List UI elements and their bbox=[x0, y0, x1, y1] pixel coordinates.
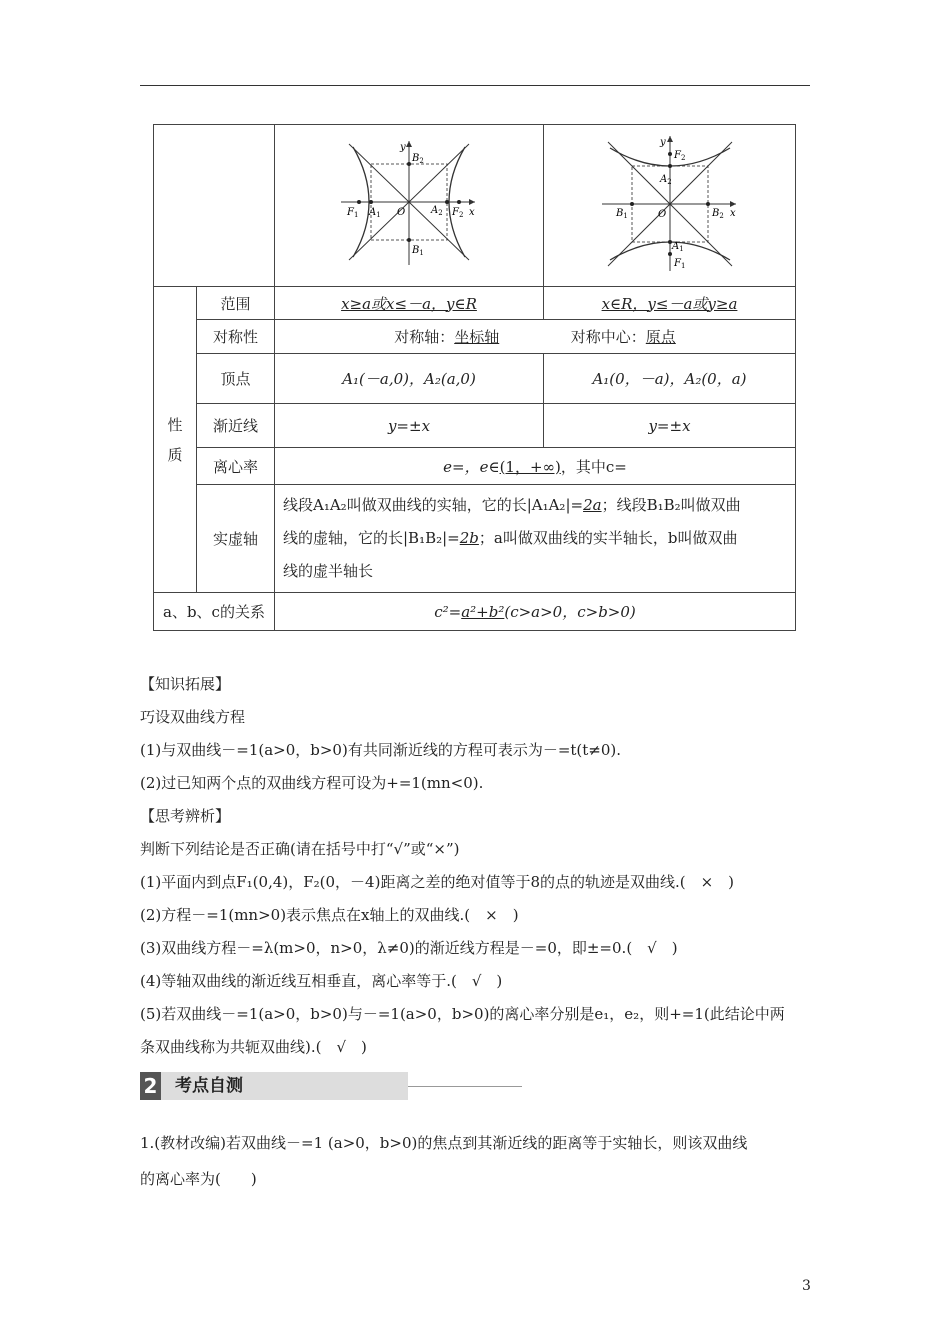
f1-label: $F_1$ bbox=[347, 206, 359, 219]
x-label: x bbox=[729, 207, 736, 219]
range-horizontal: x≥a或x≤－a，y∈R bbox=[275, 287, 544, 320]
asymptote-vertical: y=±x bbox=[544, 404, 796, 448]
vertex-point bbox=[668, 164, 672, 168]
section-rule bbox=[408, 1086, 522, 1087]
b2-label: $B_2$ bbox=[412, 152, 424, 165]
group-label-char: 质 bbox=[167, 445, 183, 464]
properties-group-label bbox=[154, 287, 197, 593]
vertex-horizontal: A₁(－a,0)，A₂(a,0) bbox=[275, 354, 544, 404]
axes-description: 线段A₁A₂叫做双曲线的实轴，它的长|A₁A₂|=2a；线段B₁B₂叫做双曲 线的虚轴，它的长|B₁B₂|=2b；a叫做双曲线的实半轴长，b叫做双曲 线的虚半轴长 bbox=[275, 485, 796, 593]
vertex-point bbox=[369, 200, 373, 204]
relation-label: a、b、c的关系 bbox=[154, 593, 275, 631]
judgement-item: (5)若双曲线－=1(a>0，b>0)与－=1(a>0，b>0)的离心率分别是e₁，e₂，则+=1(此结论中两 bbox=[140, 1005, 785, 1023]
x-label: x bbox=[469, 206, 475, 218]
section-number: 2 bbox=[140, 1072, 161, 1100]
thinking-heading: 【思考辨析】 bbox=[140, 807, 231, 825]
judgement-item: (2)方程－=1(mn>0)表示焦点在x轴上的双曲线.( × ) bbox=[140, 906, 519, 924]
judgement-item: (3)双曲线方程－=λ(m>0，n>0，λ≠0)的渐近线方程是－=0，即±=0.( √ ) bbox=[140, 939, 678, 957]
thinking-intro: 判断下列结论是否正确(请在括号中打“√”或“×”) bbox=[140, 840, 460, 858]
f2-label: $F_2$ bbox=[452, 206, 464, 219]
a2-label: $A_2$ bbox=[659, 173, 672, 186]
judgement-item-continued: 条双曲线称为共轭双曲线).( √ ) bbox=[140, 1038, 367, 1056]
question-text-continued: 的离心率为( ) bbox=[140, 1170, 257, 1188]
vertical-figure-cell bbox=[544, 125, 796, 287]
relation-value: c²=a²+b²(c>a>0，c>b>0) bbox=[275, 593, 796, 631]
vertex-label: 顶点 bbox=[197, 354, 275, 404]
focus-point bbox=[668, 152, 672, 156]
vertex-vertical: A₁(0，－a)，A₂(0，a) bbox=[544, 354, 796, 404]
hyperbola-properties-table bbox=[153, 124, 796, 631]
b1-label: $B_1$ bbox=[615, 207, 628, 220]
y-label: y bbox=[659, 136, 666, 148]
focus-point bbox=[357, 200, 361, 204]
y-axis-arrow bbox=[667, 136, 673, 142]
y-label: y bbox=[400, 141, 406, 153]
f2-label: $F_2$ bbox=[673, 149, 685, 162]
eccentricity-value: e=，e∈(1，+∞)，其中c= bbox=[275, 448, 796, 485]
section-header bbox=[140, 1072, 522, 1100]
asymptote-label: 渐近线 bbox=[197, 404, 275, 448]
b-point bbox=[706, 202, 710, 206]
horizontal-figure-cell bbox=[275, 125, 544, 287]
header-rule bbox=[140, 85, 810, 86]
extension-heading: 【知识拓展】 bbox=[140, 675, 231, 693]
body-text bbox=[140, 668, 820, 1064]
origin-label: O bbox=[657, 208, 666, 220]
horizontal-hyperbola-figure bbox=[339, 139, 479, 269]
f1-label: $F_1$ bbox=[673, 257, 685, 270]
empty-header-cell bbox=[154, 125, 275, 287]
b2-label: $B_2$ bbox=[711, 207, 724, 220]
vertex-point bbox=[445, 200, 449, 204]
judgement-item: (4)等轴双曲线的渐近线互相垂直，离心率等于.( √ ) bbox=[140, 972, 503, 990]
b-point bbox=[407, 238, 411, 242]
x-axis-arrow bbox=[469, 199, 475, 205]
judgement-item: (1)平面内到点F₁(0,4)，F₂(0，－4)距离之差的绝对值等于8的点的轨迹是双曲线.( × ) bbox=[140, 873, 735, 891]
extension-title: 巧设双曲线方程 bbox=[140, 708, 246, 726]
origin-label: O bbox=[397, 206, 406, 218]
extension-item: (1)与双曲线－=1(a>0，b>0)有共同渐近线的方程可表示为－=t(t≠0). bbox=[140, 741, 622, 759]
page-number: 3 bbox=[802, 1278, 811, 1294]
question-text: 1.(教材改编)若双曲线－=1 (a>0，b>0)的焦点到其渐近线的距离等于实轴长，则该双曲线 bbox=[140, 1134, 748, 1152]
section-title: 考点自测 bbox=[161, 1072, 408, 1100]
b1-label: $B_1$ bbox=[412, 244, 424, 257]
eccentricity-label: 离心率 bbox=[197, 448, 275, 485]
range-label: 范围 bbox=[197, 287, 275, 320]
axes-label: 实虚轴 bbox=[197, 485, 275, 593]
asymptote-horizontal: y=±x bbox=[275, 404, 544, 448]
focus-point bbox=[668, 252, 672, 256]
a2-label: $A_2$ bbox=[431, 204, 443, 217]
vertical-hyperbola-figure bbox=[600, 134, 740, 274]
question-1 bbox=[140, 1125, 820, 1197]
symmetry-value: 对称轴：坐标轴 对称中心：原点 bbox=[275, 320, 796, 354]
range-vertical: x∈R，y≤－a或y≥a bbox=[544, 287, 796, 320]
x-axis-arrow bbox=[730, 201, 736, 207]
b-point bbox=[630, 202, 634, 206]
b-point bbox=[407, 162, 411, 166]
y-axis-arrow bbox=[406, 141, 412, 147]
symmetry-label: 对称性 bbox=[197, 320, 275, 354]
group-label-char: 性 bbox=[167, 415, 183, 434]
a1-label: $A_1$ bbox=[369, 206, 381, 219]
extension-item: (2)过已知两个点的双曲线方程可设为+=1(mn<0). bbox=[140, 774, 484, 792]
a1-label: $A_1$ bbox=[671, 240, 684, 253]
focus-point bbox=[457, 200, 461, 204]
